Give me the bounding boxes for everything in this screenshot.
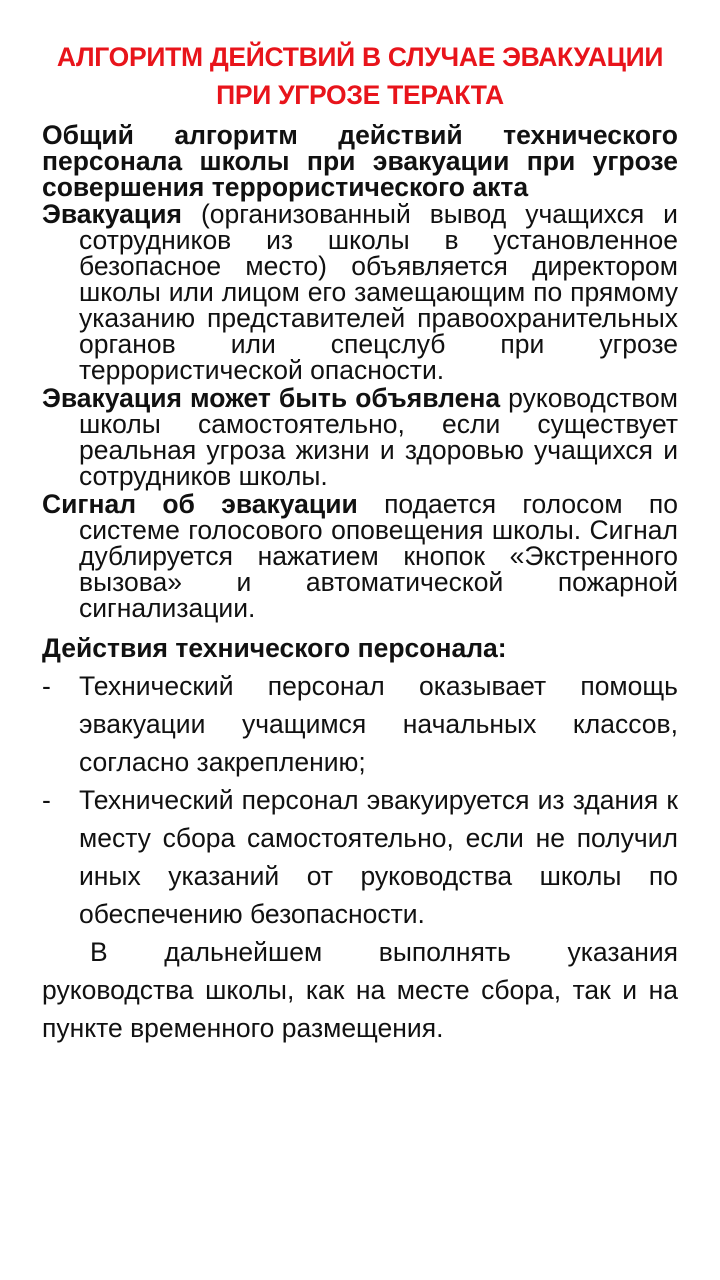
list-dash: - — [42, 785, 51, 815]
closing-paragraph: В дальнейшем выполнять указания руководства школы, как на месте сбора, так и на пункте временного размещения. — [42, 937, 678, 1043]
paragraph-lead: Эвакуация может быть объявлена — [42, 383, 501, 413]
paragraph-evacuation-signal — [42, 491, 678, 621]
page-title-line-1: АЛГОРИТМ ДЕЙСТВИЙ В СЛУЧАЕ ЭВАКУАЦИИ — [56, 42, 664, 72]
page-title — [42, 38, 678, 114]
list-item — [42, 781, 678, 933]
page-title-line-2: ПРИ УГРОЗЕ ТЕРАКТА — [216, 80, 504, 110]
paragraph-text: подается голосом по системе голосового оповещения школы. Сигнал дублируется нажатием кнопок «Экстренного вызова» и автоматической пожарной сигнализации. — [79, 489, 679, 623]
paragraph-evacuation-definition — [42, 201, 678, 383]
actions-heading: Действия технического персонала: — [42, 633, 507, 663]
paragraph-lead: Сигнал об эвакуации — [42, 489, 358, 519]
paragraph-evacuation-announcement — [42, 385, 678, 489]
actions-list — [42, 667, 678, 933]
list-item-text: Технический персонал эвакуируется из здания к месту сбора самостоятельно, если не получил иных указаний от руководства школы по обеспечению безопасности. — [79, 785, 678, 929]
paragraph-lead: Эвакуация — [42, 199, 182, 229]
list-dash: - — [42, 671, 51, 701]
list-item — [42, 667, 678, 781]
paragraph-text: руководством школы самостоятельно, если существует реальная угроза жизни и здоровью учащихся и сотрудников школы. — [79, 383, 678, 491]
document-page — [42, 38, 678, 1047]
paragraph-text: (организованный вывод учащихся и сотрудников из школы в установленное безопасное место) объявляется директором школы или лицом его замещающим по прямому указанию представителей правоохранительных органов или спецслуб при угрозе террористической опасности. — [79, 199, 678, 385]
intro-heading: Общий алгоритм действий технического персонала школы при эвакуации при угрозе совершения террористического акта — [42, 120, 678, 202]
list-item-text: Технический персонал оказывает помощь эвакуации учащимся начальных классов, согласно закреплению; — [79, 671, 678, 777]
